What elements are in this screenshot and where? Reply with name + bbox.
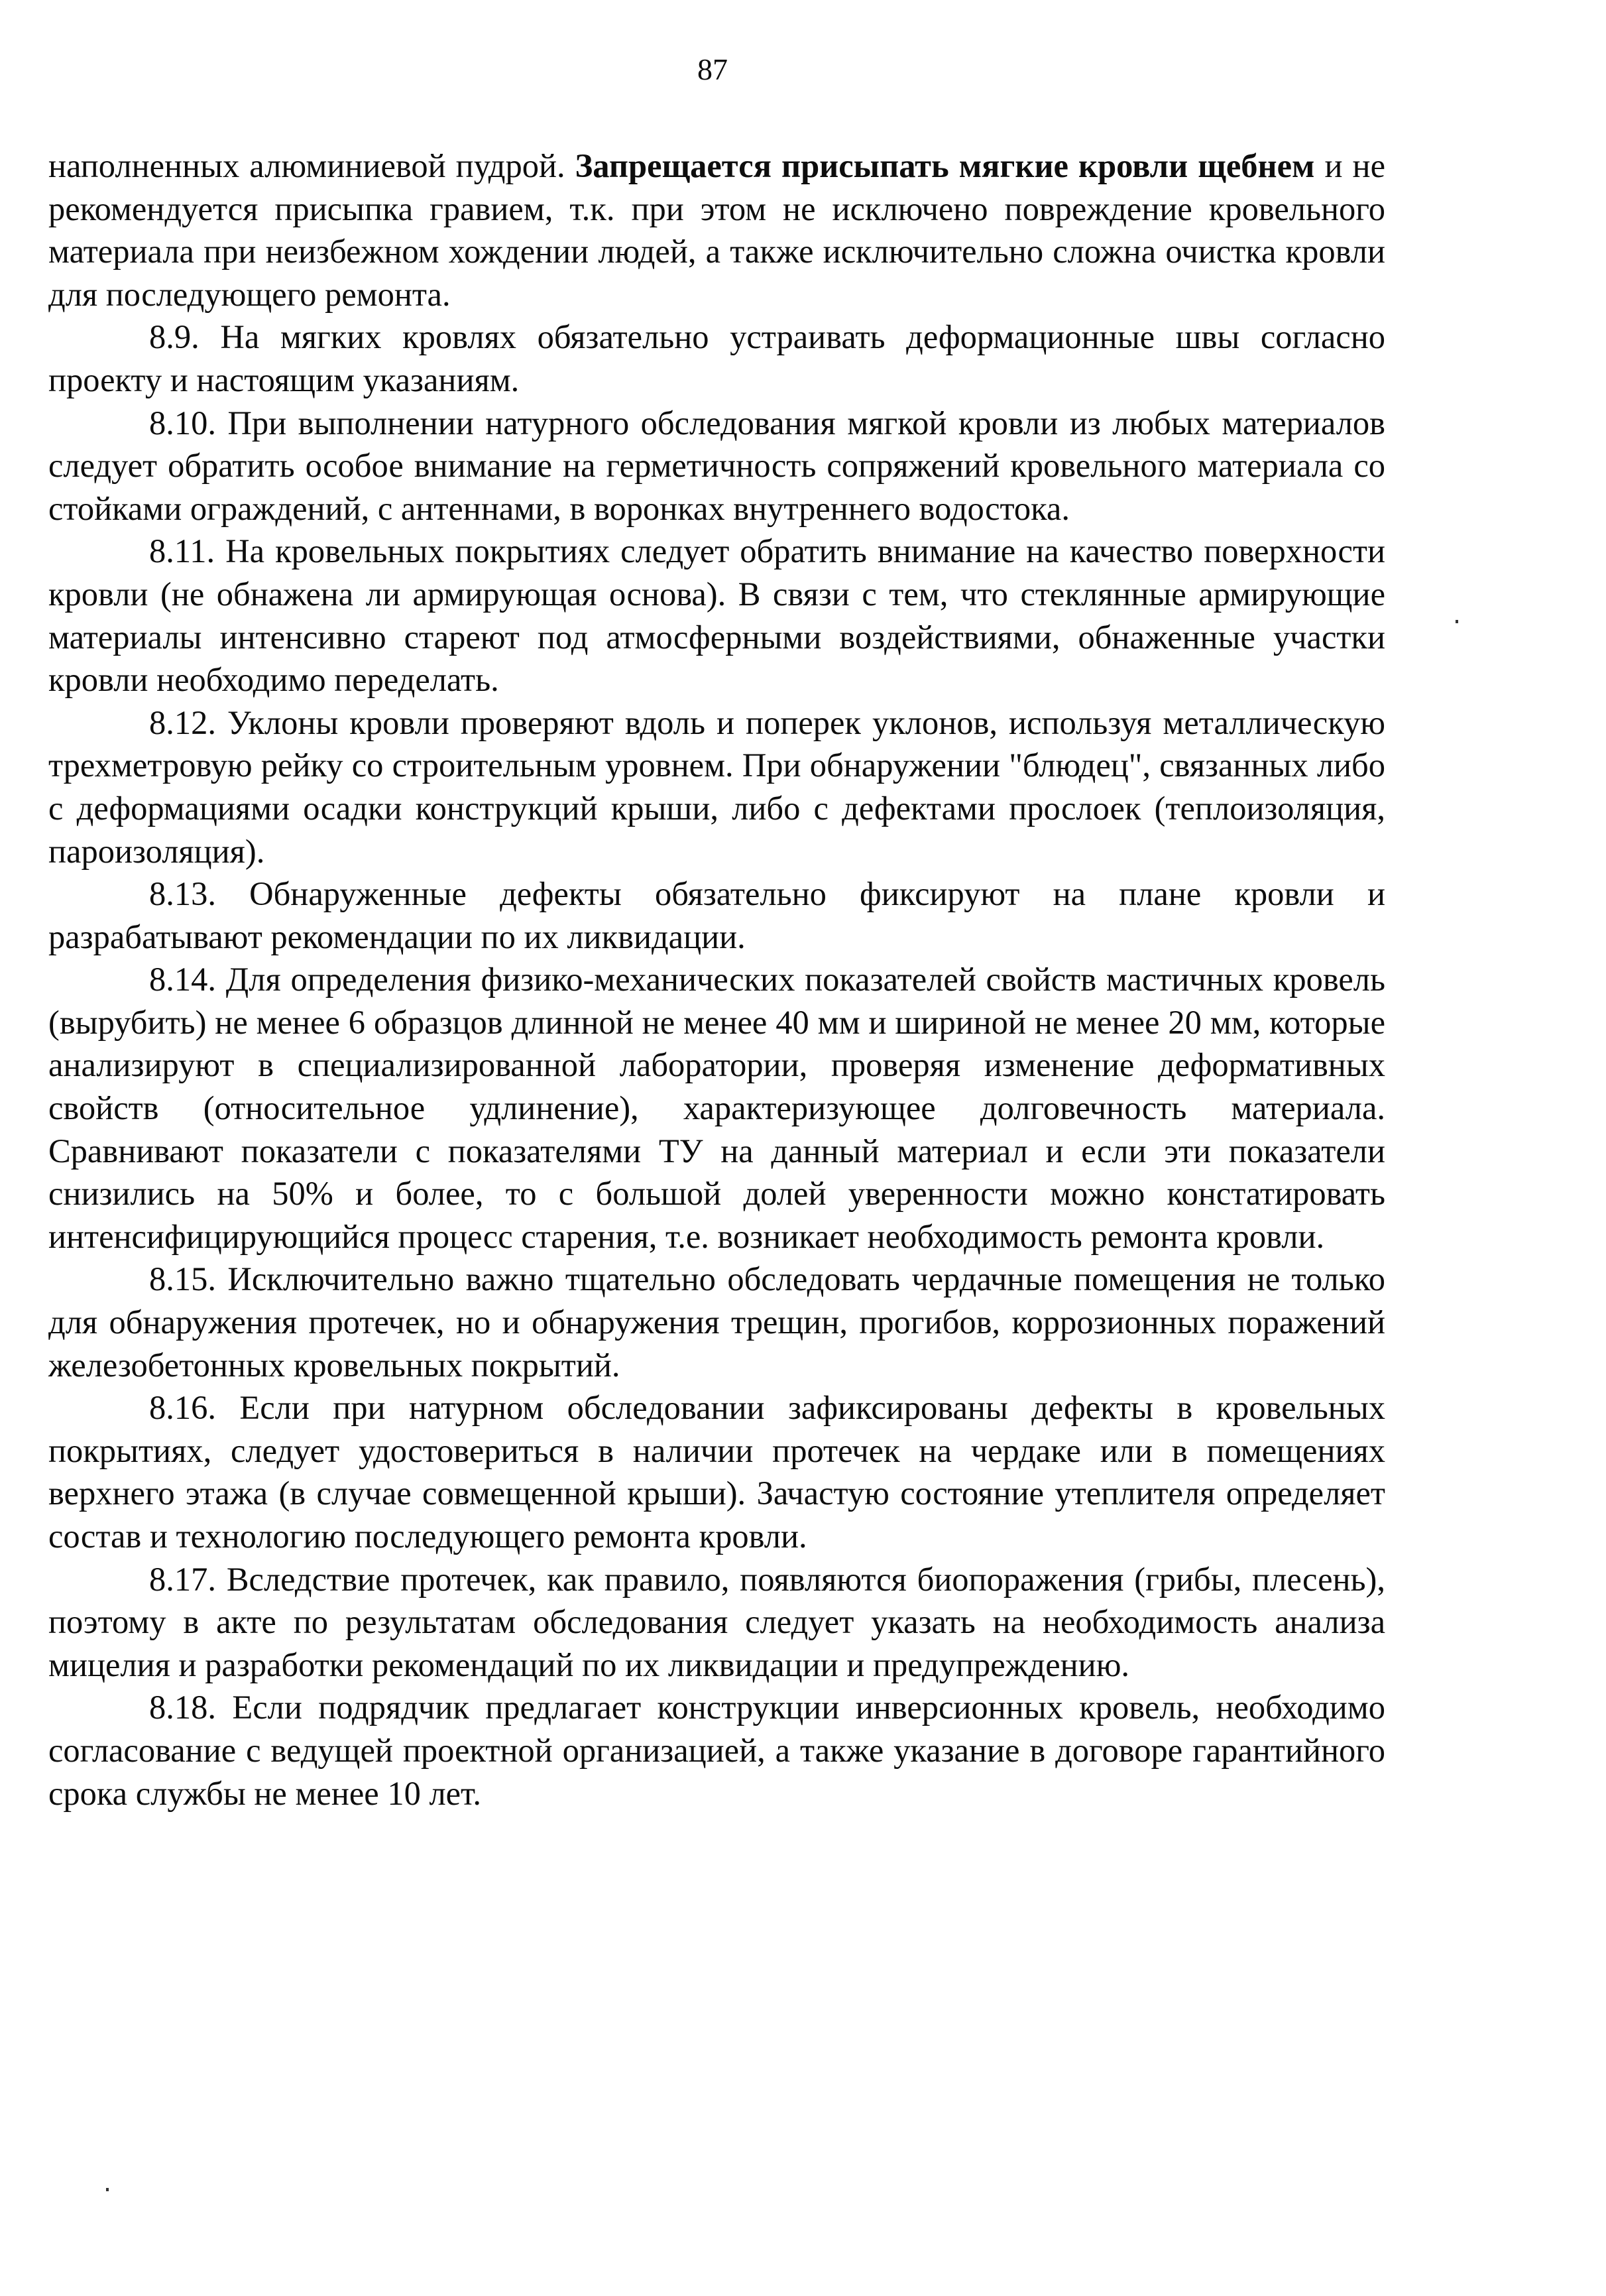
paragraph-number: 8.12. (149, 703, 216, 741)
paragraph-8-14 (48, 958, 1385, 1258)
paragraph-8-9 (48, 316, 1385, 401)
document-body (48, 145, 1385, 1815)
paragraph-text: Уклоны кровли проверяют вдоль и поперек уклонов, используя металлическую трехметровую рейку со строительным уровнем. При обнаружении "блюдец", связанных либо с деформациями осадки конструкций крыши, либо с дефектами прослоек (теплоизоляция, пароизоляция). (48, 703, 1386, 870)
scan-speck (1456, 620, 1458, 623)
paragraph-text: На мягких кровлях обязательно устраивать деформационные швы согласно проекту и настоящим указаниям. (48, 318, 1385, 398)
paragraph-text: Исключительно важно тщательно обследовать чердачные помещения не только для обнаружения протечек, но и обнаружения трещин, прогибов, коррозионных поражений железобетонных кровельных покрытий. (48, 1260, 1385, 1384)
paragraph-text: На кровельных покрытиях следует обратить внимание на качество поверхности кровли (не обнажена ли армирующая основа). В связи с тем, что стеклянные армирующие материалы интенсивно стареют под атмосферными воздействиями, обнаженные участки кровли необходимо переделать. (48, 532, 1385, 699)
paragraph-number: 8.16. (149, 1389, 216, 1427)
intro-bold-warning: Запрещается присыпать мягкие кровли щебнем (575, 147, 1315, 184)
paragraph-8-16 (48, 1386, 1385, 1557)
paragraph-text: Вследствие протечек, как правило, появляются биопоражения (грибы, плесень), поэтому в акте по результатам обследования следует указать на необходимость анализа мицелия и разработки рекомендаций по их ликвидации и предупреждению. (48, 1560, 1386, 1683)
scan-speck (106, 2188, 109, 2191)
paragraph-text: Если подрядчик предлагает конструкции инверсионных кровель, необходимо согласование с ведущей проектной организацией, а также указание в договоре гарантийного срока службы не менее 10 лет. (48, 1689, 1385, 1812)
intro-paragraph (48, 145, 1385, 316)
paragraph-8-11 (48, 530, 1385, 701)
paragraph-text: При выполнении натурного обследования мягкой кровли из любых материалов следует обратить особое внимание на герметичность сопряжений кровельного материала со стойками ограждений, с антеннами, в воронках внутреннего водостока. (48, 404, 1385, 527)
page-number: 87 (697, 52, 728, 86)
paragraph-number: 8.11. (149, 532, 215, 570)
paragraph-text: Обнаруженные дефекты обязательно фиксируют на плане кровли и разрабатывают рекомендации по их ликвидации. (48, 875, 1385, 955)
paragraph-number: 8.15. (149, 1260, 216, 1298)
paragraph-number: 8.18. (149, 1689, 216, 1726)
paragraph-text: Если при натурном обследовании зафиксированы дефекты в кровельных покрытиях, следует удостовериться в наличии протечек на чердаке или в помещениях верхнего этажа (в случае совмещенной крыши). Зачастую состояние утеплителя определяет состав и технологию последующего ремонта кровли. (48, 1389, 1385, 1555)
paragraph-8-13 (48, 873, 1385, 958)
intro-text-end: и не рекомендуется присыпка гравием, т.к. при этом не исключено повреждение кровельного материала при неизбежном хождении людей, а также исключительно сложна очистка кровли для последующего ремонта. (48, 147, 1385, 313)
paragraph-8-12 (48, 701, 1385, 873)
paragraph-text: Для определения физико-механических показателей свойств мастичных кровель (вырубить) не менее 6 образцов длинной не менее 40 мм и шириной не менее 20 мм, которые анализируют в специализированной лаборатории, проверяя изменение деформативных свойств (относительное удлинение), характеризующее долговечность материала. Сравнивают показатели с показателями ТУ на данный материал и если эти показатели снизились на 50% и более, то с большой долей уверенности можно констатировать интенсифицирующийся процесс старения, т.е. возникает необходимость ремонта кровли. (48, 961, 1386, 1255)
intro-text-start: наполненных алюминиевой пудрой. (48, 147, 575, 184)
paragraph-number: 8.9. (149, 318, 200, 356)
paragraph-number: 8.14. (149, 961, 216, 998)
paragraph-number: 8.13. (149, 875, 216, 913)
paragraph-8-10 (48, 402, 1385, 530)
paragraph-number: 8.17. (149, 1560, 216, 1598)
paragraph-8-15 (48, 1258, 1385, 1386)
paragraph-8-17 (48, 1558, 1385, 1687)
paragraph-number: 8.10. (149, 404, 216, 442)
paragraph-8-18 (48, 1686, 1385, 1815)
